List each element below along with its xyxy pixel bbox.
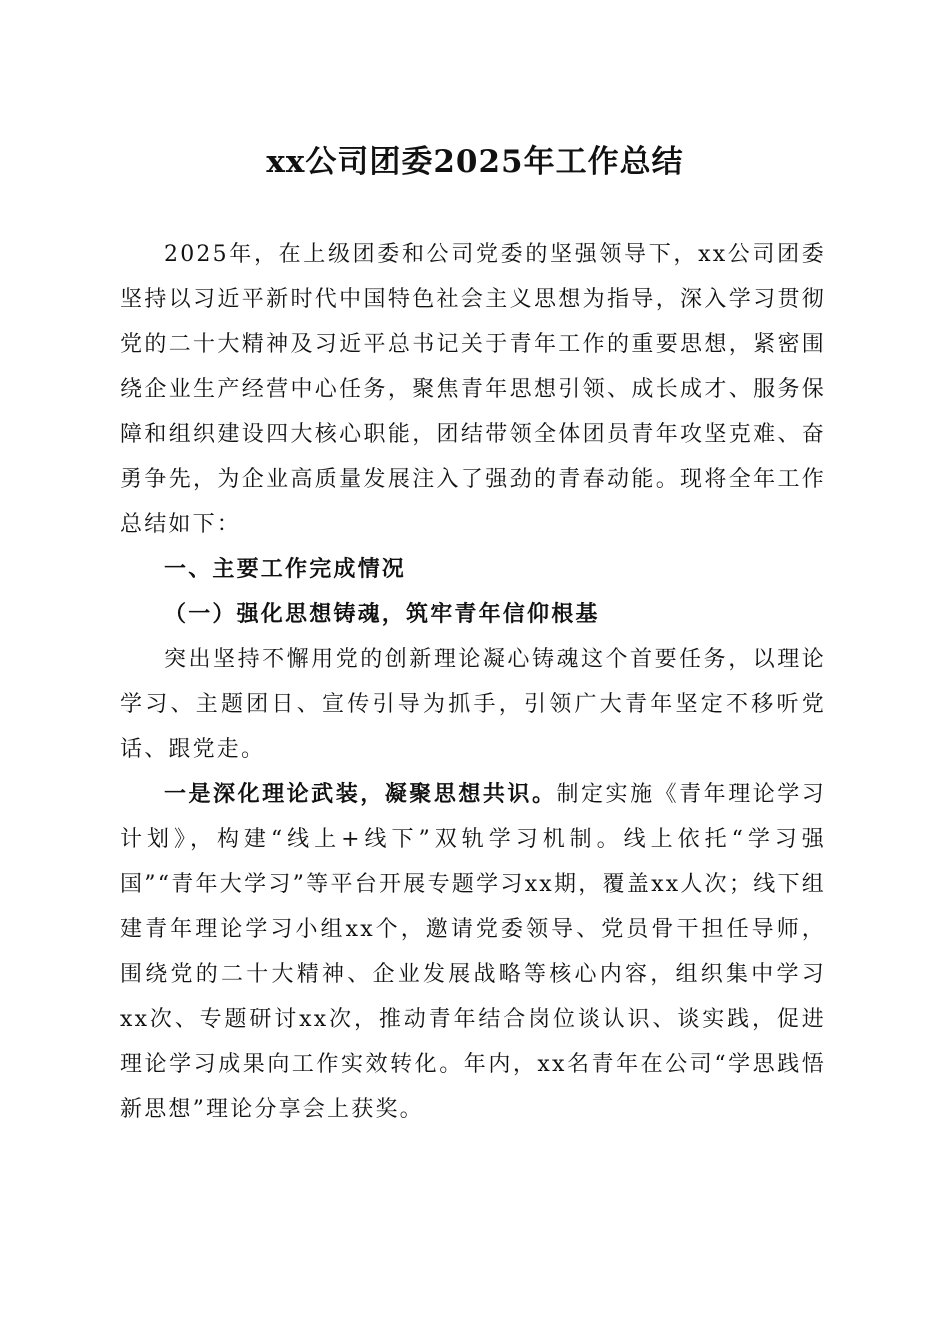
document-body: [120, 232, 826, 1132]
point-body: 制定实施《青年理论学习计划》，构建“线上+线下”双轨学习机制。线上依托“学习强国”“青年大学习”等平台开展专题学习xx期，覆盖xx人次；线下组建青年理论学习小组xx个，邀请党委领导、党员骨干担任导师，围绕党的二十大精神、企业发展战略等核心内容，组织集中学习xx次、专题研讨xx次，推动青年结合岗位谈认识、谈实践，促进理论学习成果向工作实效转化。年内，xx名青年在公司“学思践悟新思想”理论分享会上获奖。: [120, 782, 827, 1122]
subsection-heading: （一）强化思想铸魂，筑牢青年信仰根基: [164, 601, 600, 627]
intro-paragraph: 2025年，在上级团委和公司党委的坚强领导下，xx公司团委坚持以习近平新时代中国特色社会主义思想为指导，深入学习贯彻党的二十大精神及习近平总书记关于青年工作的重要思想，紧密围绕企业生产经营中心任务，聚焦青年思想引领、成长成才、服务保障和组织建设四大核心职能，团结带领全体团员青年攻坚克难、奋勇争先，为企业高质量发展注入了强劲的青春动能。现将全年工作总结如下：: [120, 242, 826, 537]
point-paragraph: [120, 772, 826, 1132]
document-title: xx公司团委2025年工作总结: [266, 144, 684, 180]
point-lead: 一是深化理论武装，凝聚思想共识。: [164, 781, 557, 807]
section-heading: 一、主要工作完成情况: [164, 557, 407, 582]
subsection-paragraph: 突出坚持不懈用党的创新理论凝心铸魂这个首要任务，以理论学习、主题团日、宣传引导为抓手，引领广大青年坚定不移听党话、跟党走。: [120, 647, 826, 762]
